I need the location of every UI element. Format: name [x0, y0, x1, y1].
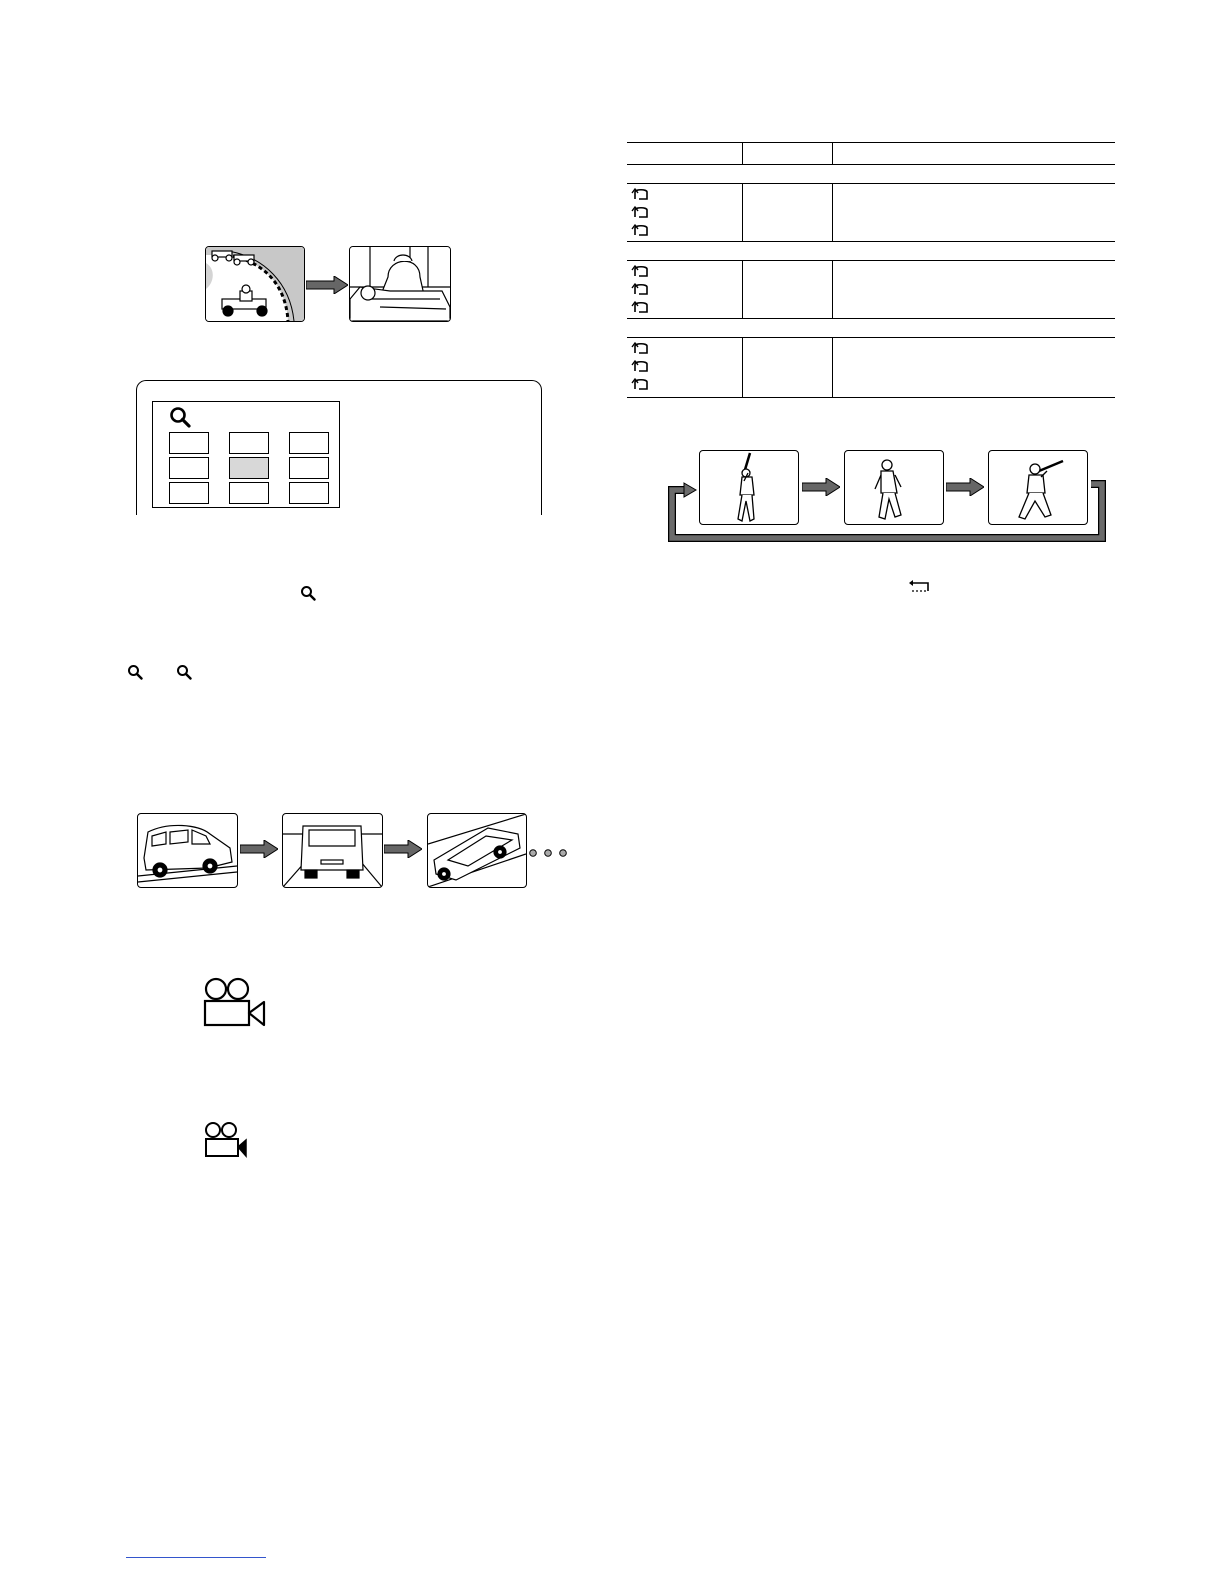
movie-camera-large-icon [202, 977, 266, 1027]
zoom-screen-panel [136, 380, 542, 515]
zoom-cell-7[interactable] [169, 482, 209, 504]
zoom-cell-8[interactable] [229, 482, 269, 504]
repeat-arrow-icon [631, 359, 651, 373]
repeat-arrow-icon [631, 187, 651, 201]
return-icon [908, 579, 930, 593]
right-arrow-icon [306, 276, 348, 294]
zoom-cell-3[interactable] [289, 432, 329, 454]
van-frame-2 [282, 813, 383, 888]
repeat-arrow-icon [631, 223, 651, 237]
magnifier-icon [169, 406, 191, 428]
zoom-cell-6[interactable] [289, 457, 329, 479]
driver-close-up-icon [350, 247, 450, 321]
right-arrow-icon [946, 478, 984, 496]
table-header-rule [627, 164, 1115, 165]
magnifier-icon [127, 664, 143, 680]
repeat-arrow-icon [631, 205, 651, 219]
van-frame-1 [137, 813, 238, 888]
van-rear-icon [283, 814, 382, 887]
right-arrow-icon [384, 840, 422, 858]
repeat-arrow-icon [631, 341, 651, 355]
racing-frame-left [205, 246, 305, 322]
batter-stance-icon [700, 451, 798, 524]
racing-frame-right [349, 246, 451, 322]
magnifier-icon [300, 585, 316, 601]
table-top-rule [627, 142, 1115, 143]
van-front-side-icon [138, 814, 237, 887]
batter-walking-icon [845, 451, 943, 524]
movie-camera-small-icon [204, 1122, 248, 1158]
repeat-arrow-icon [631, 300, 651, 314]
right-arrow-icon [802, 478, 840, 496]
van-frame-3 [427, 813, 527, 888]
repeat-arrow-icon [631, 282, 651, 296]
batter-frame-3 [988, 450, 1088, 525]
repeat-arrow-icon [631, 264, 651, 278]
zoom-cell-1[interactable] [169, 432, 209, 454]
batter-frame-1 [699, 450, 799, 525]
zoom-grid-box [152, 401, 340, 508]
ellipsis-dots-icon [529, 845, 569, 863]
zoom-cell-5-selected[interactable] [229, 457, 269, 479]
zoom-cell-4[interactable] [169, 457, 209, 479]
right-arrow-icon [240, 840, 278, 858]
footer-rule [126, 1557, 266, 1558]
batter-swing-icon [989, 451, 1087, 524]
van-top-side-icon [428, 814, 526, 887]
batter-frame-2 [844, 450, 944, 525]
repeat-arrow-icon [631, 377, 651, 391]
race-cars-icon [206, 247, 304, 321]
magnifier-icon [176, 664, 192, 680]
zoom-cell-2[interactable] [229, 432, 269, 454]
zoom-cell-9[interactable] [289, 482, 329, 504]
